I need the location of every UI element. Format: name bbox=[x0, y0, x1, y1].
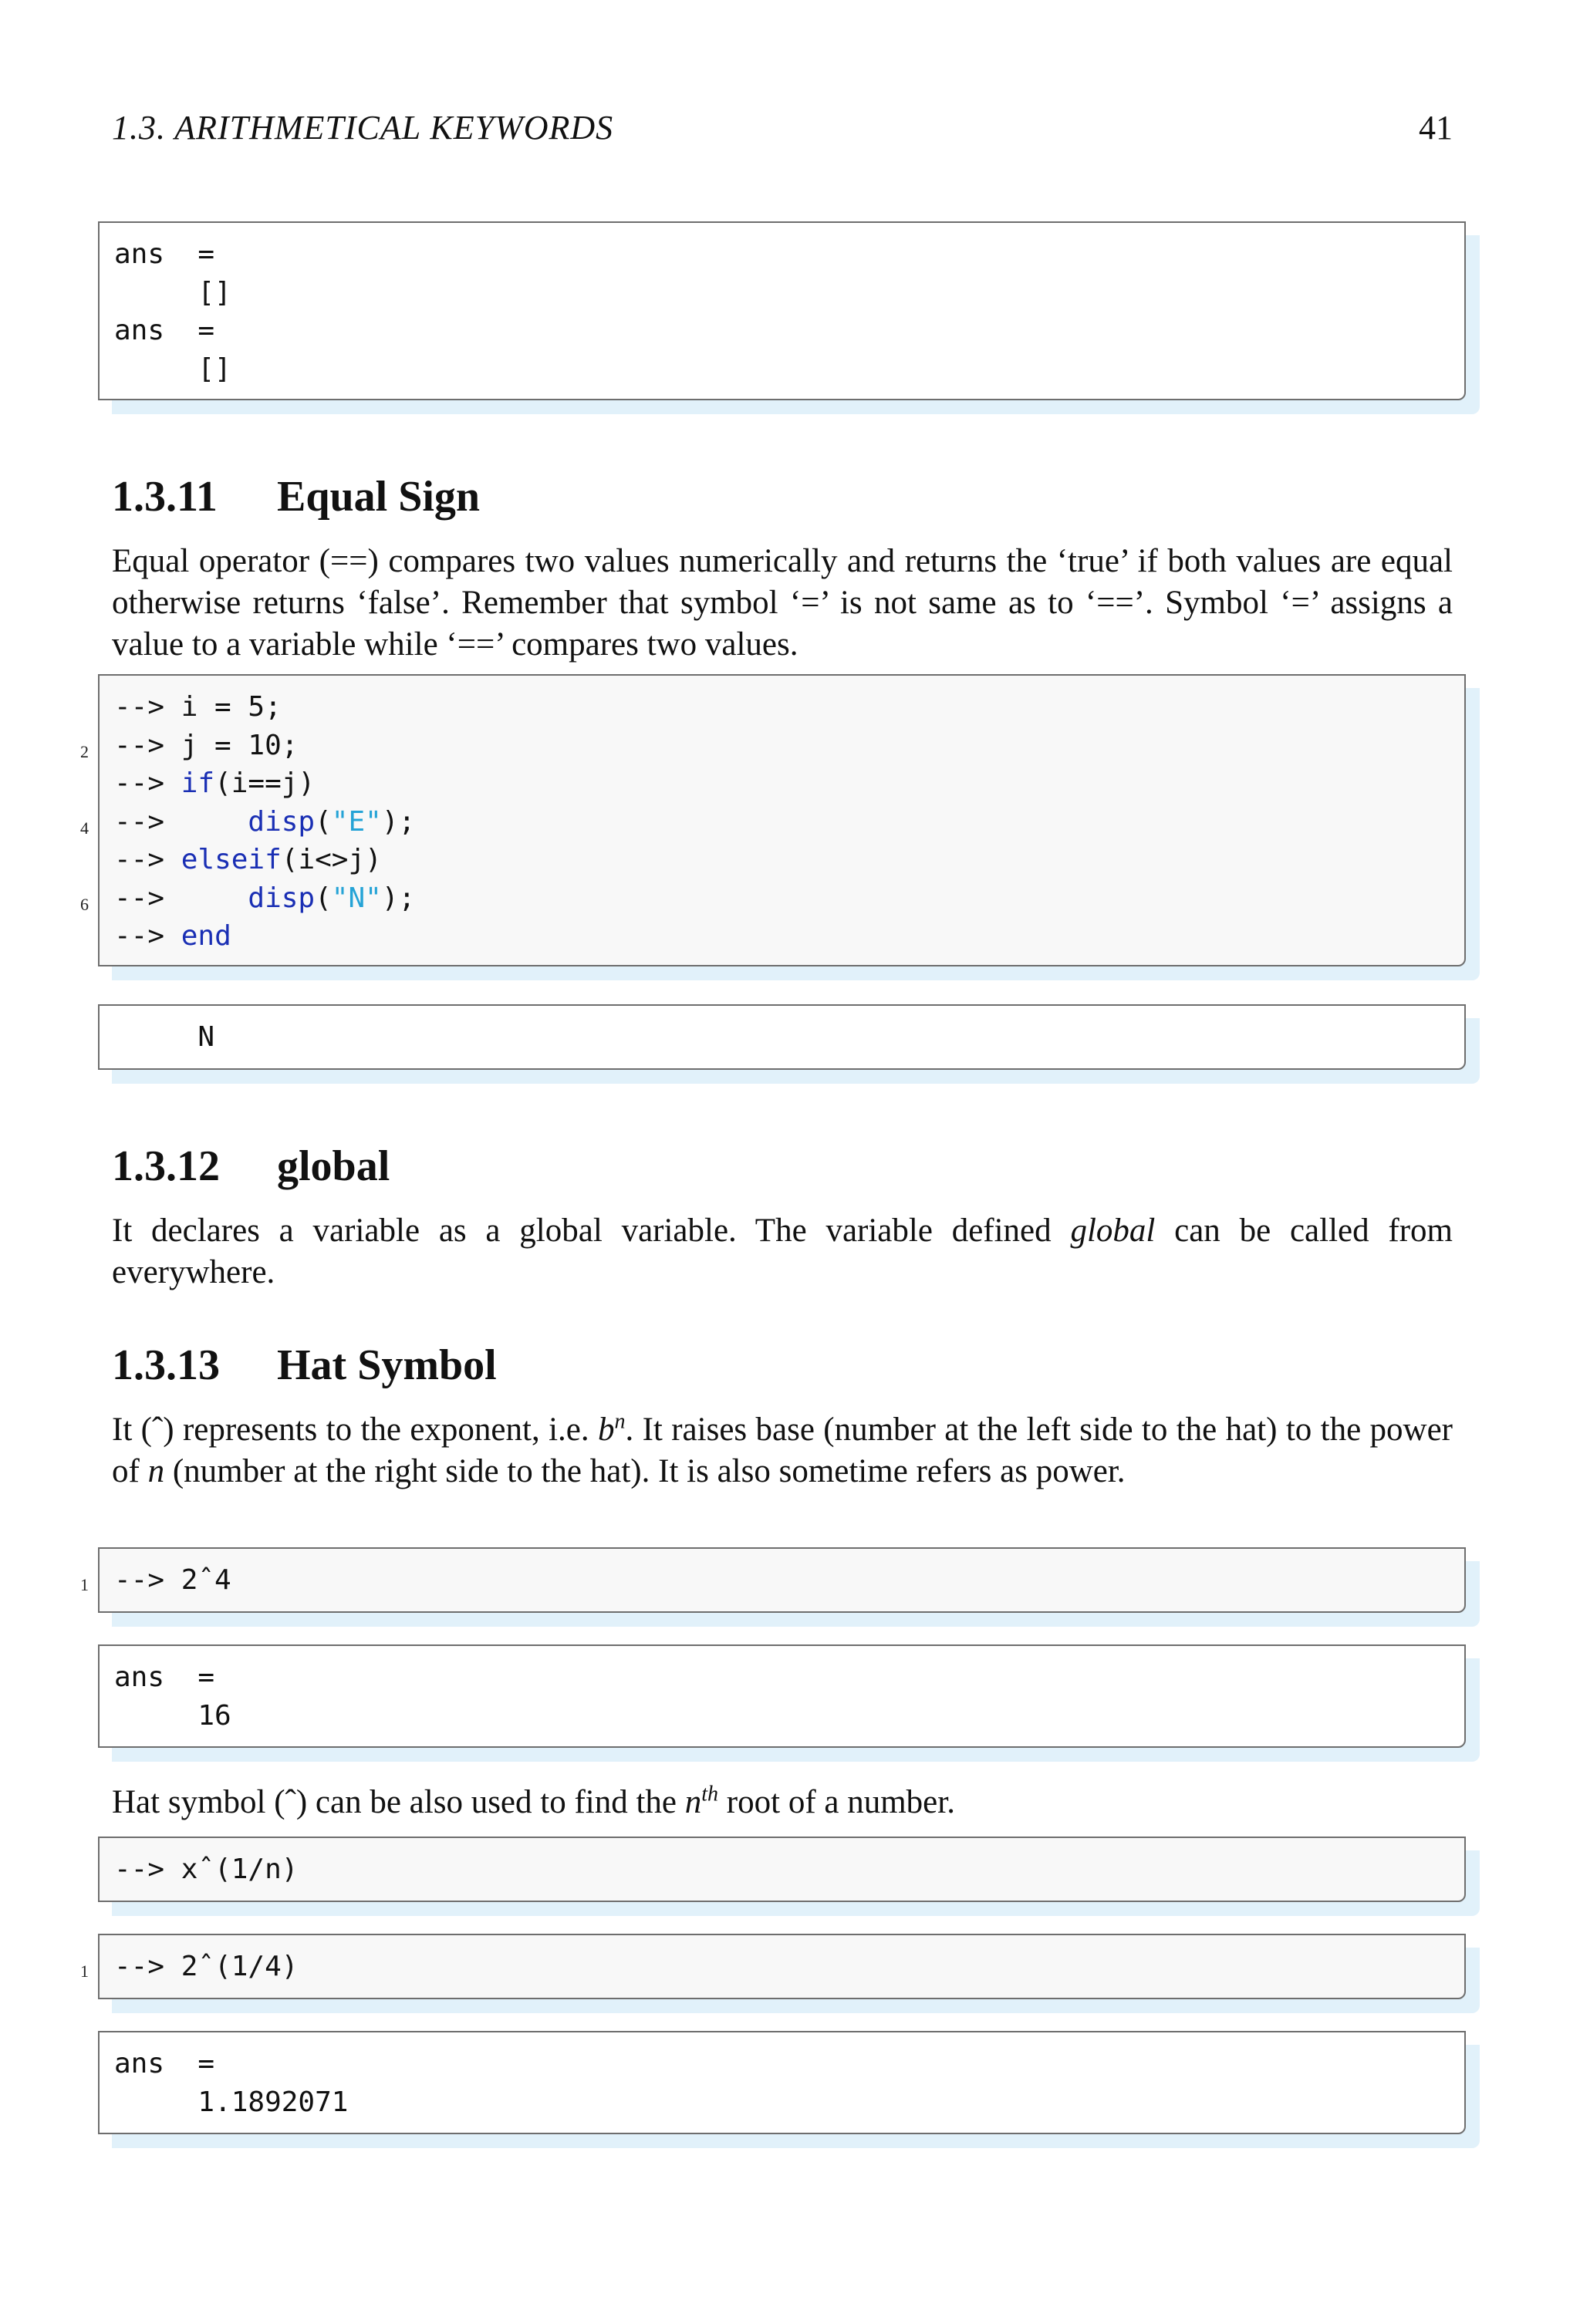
code-input-box bbox=[98, 1837, 1466, 1902]
code-line: [] bbox=[114, 352, 231, 385]
code-line: --> i = 5; bbox=[114, 691, 282, 723]
code-line: ans = bbox=[114, 238, 215, 270]
code-line: ans = bbox=[114, 1661, 215, 1693]
code-line: [] bbox=[114, 276, 231, 309]
line-number: 2 bbox=[80, 742, 89, 761]
output-code bbox=[114, 1658, 231, 1735]
input-code: --> 2ˆ(1/4) bbox=[114, 1951, 299, 1982]
paragraph: Equal operator (==) compares two values numerically and returns the ‘true’ if both values are equal otherwise returns ‘false’. Remember that symbol ‘=’ is not same as to ‘==’. Symbol ‘=’ assigns a value to a variable while ‘==’ compares two values. bbox=[112, 543, 1453, 663]
line-number: 1 bbox=[80, 1961, 89, 1981]
section-title: Equal Sign bbox=[277, 473, 481, 521]
output-box bbox=[98, 1644, 1466, 1748]
running-header: 1.3. ARITHMETICAL KEYWORDS bbox=[112, 109, 614, 147]
section-heading bbox=[112, 472, 480, 521]
section-title: Hat Symbol bbox=[277, 1341, 497, 1389]
output-code bbox=[114, 2045, 348, 2121]
line-number: 4 bbox=[80, 818, 89, 838]
section-heading bbox=[112, 1341, 497, 1390]
page-number: 41 bbox=[1419, 109, 1453, 147]
section-number: 1.3.13 bbox=[112, 1341, 220, 1389]
output-box bbox=[98, 1004, 1466, 1070]
code-line: --> elseif(i<>j) bbox=[114, 844, 382, 875]
code-line: ans = bbox=[114, 315, 215, 346]
section-number: 1.3.12 bbox=[112, 1142, 220, 1190]
output-code bbox=[114, 235, 231, 388]
section-title: global bbox=[277, 1142, 390, 1190]
code-line: --> disp("N"); bbox=[114, 882, 416, 914]
input-code bbox=[114, 688, 415, 956]
code-line: ans = bbox=[114, 2048, 215, 2079]
line-number: 6 bbox=[80, 895, 89, 914]
code-input-box bbox=[98, 1934, 1466, 1999]
paragraph: It (ˆ) represents to the exponent, i.e. $b^n$. It raises base (number at the left side to the hat) to the power of n (number at the right side to the hat). It is also sometime refers as power. bbox=[112, 1409, 1453, 1489]
input-code: --> xˆ(1/n) bbox=[114, 1853, 299, 1885]
paragraph: It declares a variable as a global variable. The variable defined global can be called from everywhere. bbox=[112, 1213, 1453, 1290]
section-heading bbox=[112, 1142, 390, 1191]
section-number: 1.3.11 bbox=[112, 473, 218, 521]
code-line: --> end bbox=[114, 920, 231, 952]
code-line: --> if(i==j) bbox=[114, 767, 316, 799]
code-line: --> disp("E"); bbox=[114, 805, 416, 838]
output-box bbox=[98, 221, 1466, 400]
code-line: 16 bbox=[114, 1699, 231, 1732]
paragraph: Hat symbol (ˆ) can be also used to find the $n^{th}$ root of a number. bbox=[112, 1782, 955, 1820]
output-code: N bbox=[114, 1021, 215, 1053]
line-number: 1 bbox=[80, 1575, 89, 1594]
code-line: --> j = 10; bbox=[114, 729, 299, 761]
code-input-box bbox=[98, 1547, 1466, 1613]
input-code: --> 2ˆ4 bbox=[114, 1564, 231, 1596]
code-line: 1.1892071 bbox=[114, 2086, 349, 2118]
